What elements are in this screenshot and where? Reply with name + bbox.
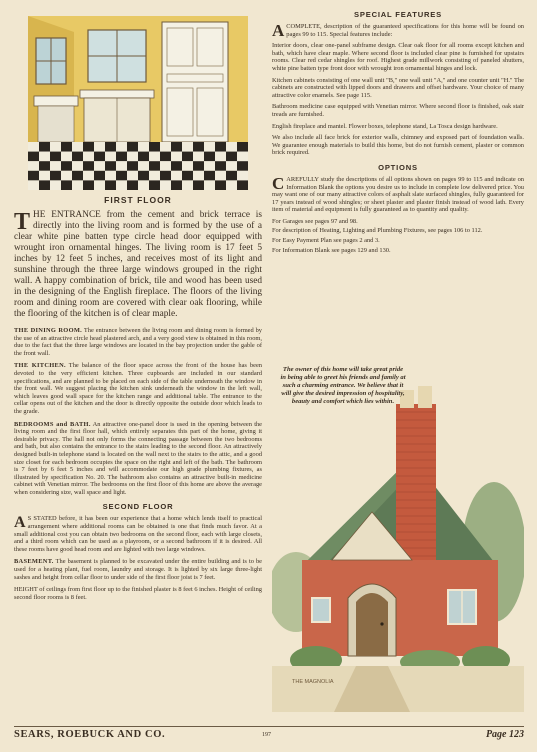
special-intro	[272, 23, 524, 38]
second-floor-heading: SECOND FLOOR	[102, 502, 174, 512]
footer-rule	[14, 726, 524, 727]
bath-paragraph: Bathroom medicine case equipped with Venetian mirror. Where second floor is finished, oak stair treads are furnished.	[272, 103, 524, 118]
intro-paragraph	[14, 210, 262, 320]
basement-paragraph	[14, 558, 262, 581]
special-features-heading: SPECIAL FEATURES	[353, 10, 443, 19]
reference-list	[272, 218, 524, 254]
page-number: Page 123	[485, 729, 524, 740]
bedrooms-lead: BEDROOMS and BATH.	[14, 420, 91, 428]
reference-item: For Garages see pages 97 and 98.	[272, 217, 358, 225]
illustration-signature: THE MAGNOLIA	[292, 679, 334, 685]
house-illustration	[272, 362, 524, 712]
second-floor-dropcap: A	[14, 514, 26, 532]
basement-text: The basement is planned to be excavated under the entire building and is to be used for a heating plant, fuel room, laundry and storage. It is lighted by six large three-light sashes and height from cellar floor to under side of the first floor joist is 7 feet.	[14, 558, 262, 581]
reference-item: For description of Heating, Lighting and Plumbing Fixtures, see pages 106 to 112.	[272, 227, 483, 235]
special-intro-text: COMPLETE, description of the guaranteed specifications for this home will be found on pages 99 to 115. Special features include:	[286, 23, 524, 38]
options-dropcap: C	[272, 173, 285, 193]
cabinets-paragraph: Kitchen cabinets consisting of one wall unit "B," one wall unit "A," and one counter unit "H." The cabinets are constructed with lipped doors and drawers and offset hardware. Your choice of many attractive color enamels. See page 115.	[272, 76, 524, 99]
page-footer	[14, 729, 524, 743]
left-column	[14, 10, 262, 606]
dining-room-paragraph	[14, 327, 262, 357]
kitchen-lead: THE KITCHEN.	[14, 362, 66, 370]
basement-lead: BASEMENT.	[14, 558, 54, 566]
catalog-code: 197	[262, 732, 271, 738]
fireplace-paragraph: English fireplace and mantel. Flower boxes, telephone stand, La Tosca design hardware.	[272, 122, 498, 130]
height-paragraph: HEIGHT of ceilings from first floor up to the finished plaster is 8 feet 6 inches. Height of ceiling second floor rooms is 8 feet.	[14, 586, 262, 601]
second-floor-text: S STATED before, it has been our experience that a home which lends itself to practical arrangement where additional rooms can be obtained is one that finds much favor. At a small additional cost you can obtain two bedrooms on the second floor, each with large closets, and a third room which can be used as a playroom, or a second bathroom if it is desired. All these rooms have good head room and are lighted with two large windows.	[14, 515, 262, 553]
first-floor-caption: FIRST FLOOR	[104, 195, 172, 205]
options-paragraph	[272, 173, 524, 214]
bedrooms-paragraph	[14, 421, 262, 497]
reference-item: For Information Blank see pages 129 and 130.	[272, 246, 391, 254]
options-text: AREFULLY study the descriptions of all options shown on pages 99 to 115 and indicate on Information Blank the options you desire us to include in complete low delivered price. You may want one of our many attractive colors of asphalt slate surfaced shingles, fully guaranteed for 17 years instead of wood shingles; or sheet plaster and plaster finish instead of wood lath. Every item of material and equipment is fully guaranteed as to quantity and quality.	[272, 175, 524, 214]
kitchen-drawing	[14, 10, 262, 192]
owner-callout: The owner of this home will take great pride in being able to greet his friends and family at such a charming entrance. We believe that it will give the desired impression of hospitality, beauty and comfort which lies within.	[280, 366, 406, 405]
right-column	[272, 10, 524, 256]
special-dropcap: A	[272, 21, 285, 40]
dining-room-text: The entrance between the living room and dining room is formed by the use of an attractive circle head plastered arch, and a very good view is obtained in this room, due to the fact that the three large windows are located in the bay projection under the gable of the front wall.	[14, 327, 262, 357]
house-drawing	[272, 362, 524, 712]
options-heading: OPTIONS	[378, 162, 418, 172]
intro-text: HE ENTRANCE from the cement and brick terrace is directly into the living room and is formed by the use of a clear white pine batten type circle head door equipped with wrought iron ornamental hinges. The living room is 17 feet 5 inches by 12 feet 5 inches, and receives most of its light and sunshine through the three large windows grouped in the right wall. A happy combination of brick, tile and wood has been used in the designing of the English fireplace. The floors of the living room and dining room are covered with clear oak flooring, while the flooring of the kitchen is of clear maple.	[14, 210, 262, 319]
brick-paragraph: We also include all face brick for exterior walls, chimney and exposed part of foundation walls. We guarantee enough materials to build this home, but do not furnish cement, plaster or common brick required.	[272, 134, 524, 157]
intro-dropcap: T	[14, 209, 31, 235]
dining-room-lead: THE DINING ROOM.	[14, 327, 83, 334]
bedrooms-text: An attractive one-panel door is used in the opening between the living room and the first floor hall, which entirely separates this part of the home, giving it desirable privacy. The hall not only forms the connecting passage between the two bedrooms and bath, but also contains the entrance to the stairs leading to the second floor. An attractively designed built-in telephone stand is located on the wall next to the stairs to the attic, and a good size closet for each bedroom occupies the space on the right and left of the bath. The bathroom is 7 feet by 6 feet 5 inches and will accommodate our high grade plumbing fixtures, as illustrated by specification No. 20. The bathroom also contains an attractive built-in medicine cabinet with Venetian mirror. The bedrooms on the first floor of this home are above the average when considering size, wall space and light.	[14, 420, 262, 496]
company-name: SEARS, ROEBUCK AND CO.	[14, 729, 166, 740]
kitchen-illustration	[14, 10, 262, 192]
interior-paragraph: Interior doors, clear one-panel subframe design. Clear oak floor for all rooms except kitchen and bath, which have clear maple. Where second floor is included clear pine is furnished for upstairs rooms. Clear red cedar shingles for roof. Highest grade millwork consisting of paneled shutters, white pine batten type front door with wrought iron ornamental hinges and lock.	[272, 42, 524, 72]
reference-item: For Easy Payment Plan see pages 2 and 3.	[272, 237, 380, 245]
kitchen-paragraph	[14, 362, 262, 415]
kitchen-text: The balance of the floor space across the front of the house has been devoted to the very efficient kitchen. Three cupboards are included in our standard specifications, and are planned to be placed on each side of the table underneath the window in the front wall. We suggest placing the kitchen sink underneath the window in the left wall, which leaves good wall space for the kitchen range and additional table. The entrance to the cellar opens out of the kitchen and the door is directly opposite the outside door which leads to the grade.	[14, 362, 262, 415]
second-floor-paragraph	[14, 515, 262, 553]
